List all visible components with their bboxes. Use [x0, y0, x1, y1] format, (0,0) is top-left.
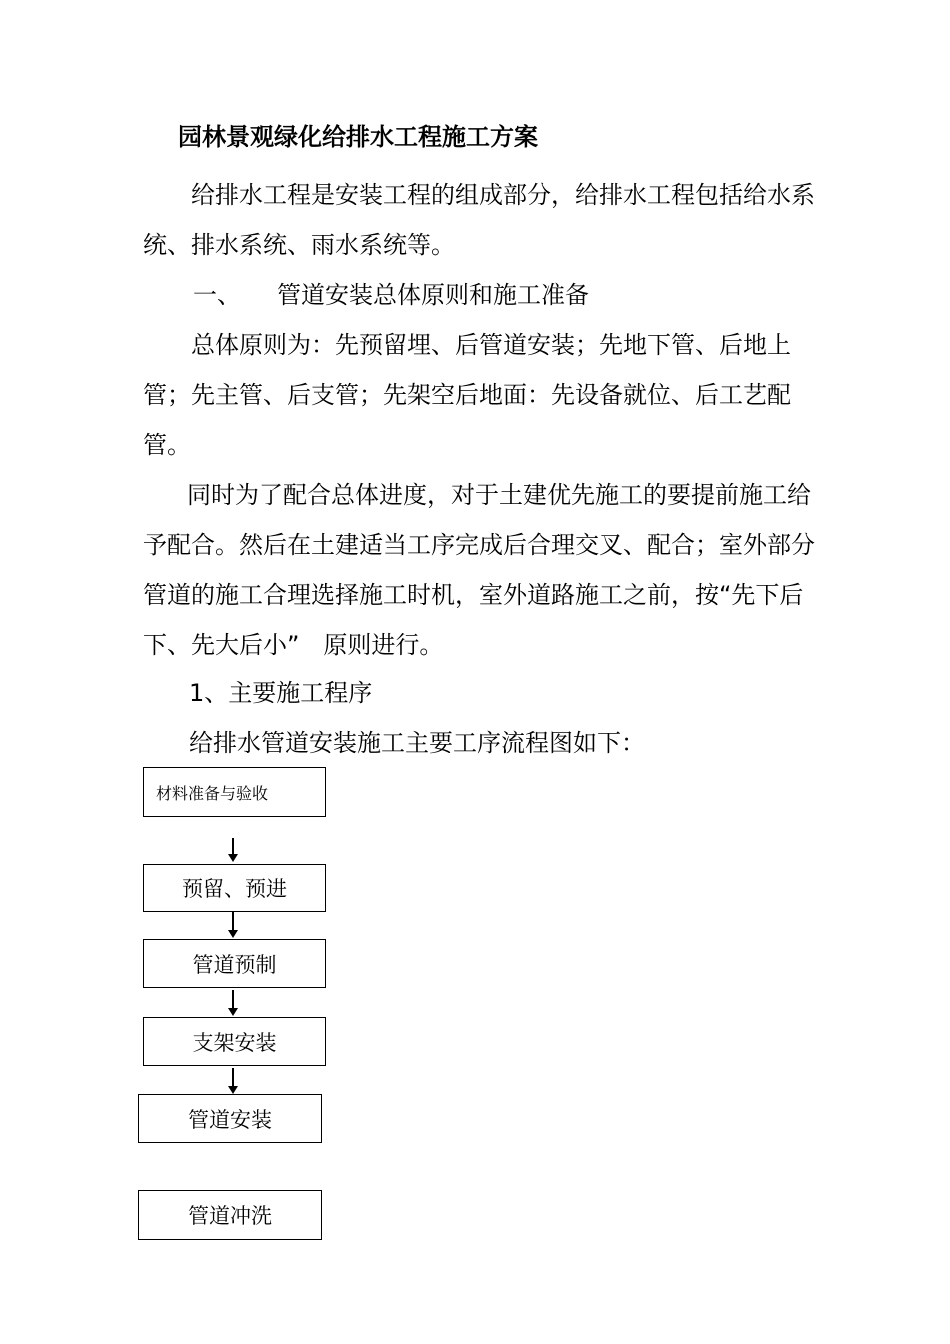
section-heading-text: 管道安装总体原则和施工准备	[277, 281, 589, 309]
coordination-paragraph: 同时为了配合总体进度，对于土建优先施工的要提前施工给予配合。然后在土建适当工序完成后合理交叉、配合；室外部分管道的施工合理选择施工时机，室外道路施工之前，按“先下后下、先大后小” 原则进行。	[143, 481, 815, 659]
intro-paragraph: 给排水工程是安装工程的组成部分，给排水工程包括给水系统、排水系统、雨水系统等。	[143, 181, 815, 259]
flow-arrow	[232, 990, 234, 1014]
flow-step-install: 管道安装	[138, 1094, 322, 1143]
flow-step-support: 支架安装	[143, 1017, 326, 1066]
flow-arrow	[232, 1068, 234, 1092]
document-title: 园林景观绿化给排水工程施工方案	[178, 123, 538, 151]
flow-step-prefab: 管道预制	[143, 939, 326, 988]
flow-arrow	[232, 912, 234, 936]
flow-arrow	[232, 838, 234, 860]
section-number: 一、	[193, 281, 241, 309]
flowchart-intro: 给排水管道安装施工主要工序流程图如下：	[189, 729, 645, 757]
flow-step-flush: 管道冲洗	[138, 1190, 322, 1240]
section-heading	[193, 278, 589, 312]
subsection-heading: 1、主要施工程序	[189, 679, 373, 707]
flow-step-materials: 材料准备与验收	[143, 767, 326, 817]
flow-step-reserve: 预留、预进	[143, 864, 326, 912]
principle-paragraph: 总体原则为：先预留埋、后管道安装；先地下管、后地上管；先主管、后支管；先架空后地面：先设备就位、后工艺配管。	[143, 331, 791, 459]
